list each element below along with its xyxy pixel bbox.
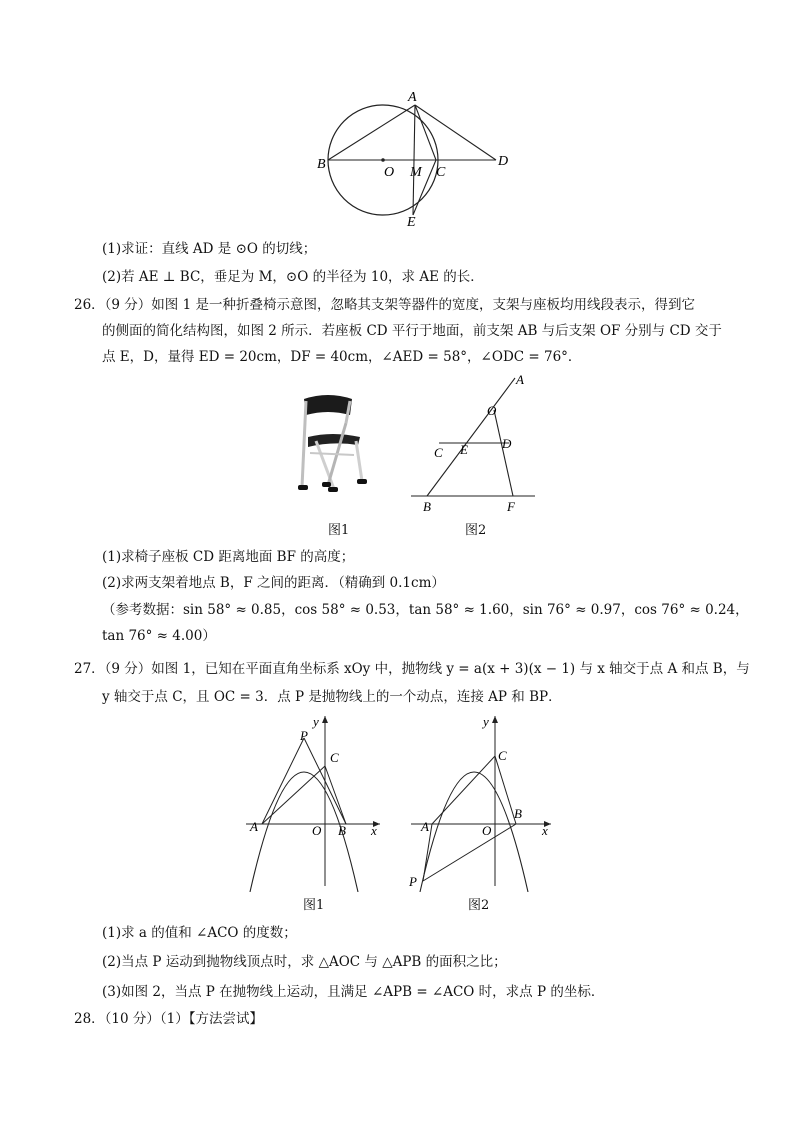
line-bp2 xyxy=(423,824,516,881)
line-ba xyxy=(328,105,415,160)
label-b2: B xyxy=(514,806,522,821)
q27-stem-line1: 27．（9 分）如图 1，已知在平面直角坐标系 xOy 中，抛物线 y = a(x + 3)(x − 1) 与 x 轴交于点 A 和点 B，与 xyxy=(74,661,750,677)
label-e: E xyxy=(407,215,416,228)
label-d2: D xyxy=(502,436,512,451)
label-a: A xyxy=(250,819,258,834)
q26-stem-line3: 点 E，D，量得 ED = 20cm，DF = 40cm，∠AED = 58°，∠ODC = 76°． xyxy=(102,349,582,365)
label-o: O xyxy=(384,165,395,180)
label-d: D xyxy=(498,154,509,169)
q26-fig2-caption: 图2 xyxy=(465,523,487,538)
label-b: B xyxy=(338,823,346,838)
q25-part1: (1)求证：直线 AD 是 ⊙O 的切线； xyxy=(102,241,317,257)
q26-reference-data-2: tan 76° ≈ 4.00） xyxy=(102,628,216,644)
label-o2: O xyxy=(482,823,492,838)
q27-part1: (1)求 a 的值和 ∠ACO 的度数； xyxy=(102,925,297,941)
q27-parabola-figure-2 xyxy=(405,712,555,892)
label-c2: C xyxy=(434,445,443,460)
label-p2: P xyxy=(409,874,417,889)
label-a2: A xyxy=(421,819,429,834)
label-e2: E xyxy=(460,442,468,457)
label-b2: B xyxy=(423,499,431,514)
q27-stem-line2: y 轴交于点 C，且 OC = 3．点 P 是抛物线上的一个动点，连接 AP 和 BP． xyxy=(102,689,562,705)
q25-part2: (2)若 AE ⊥ BC，垂足为 M，⊙O 的半径为 10，求 AE 的长． xyxy=(102,269,484,285)
label-x: x xyxy=(371,823,377,838)
q27-part2: (2)当点 P 运动到抛物线顶点时，求 △AOC 与 △APB 的面积之比； xyxy=(102,954,507,970)
q26-part1: (1)求椅子座板 CD 距离地面 BF 的高度； xyxy=(102,549,355,565)
q26-part2: (2)求两支架着地点 B，F 之间的距离．（精确到 0.1cm） xyxy=(102,575,445,591)
q25-circle-figure xyxy=(300,88,540,228)
line-ac xyxy=(415,105,436,160)
label-p: P xyxy=(300,728,308,743)
label-c: C xyxy=(436,165,446,180)
q26-stem-line2: 的侧面的简化结构图，如图 2 所示．若座板 CD 平行于地面，前支架 AB 与后支架 OF 分别与 CD 交于 xyxy=(102,323,722,339)
q27-parabola-figure-1 xyxy=(240,712,390,892)
label-a: A xyxy=(408,90,417,105)
center-dot xyxy=(381,158,385,162)
parabola-curve-2 xyxy=(420,772,528,892)
label-x2: x xyxy=(542,823,548,838)
label-b: B xyxy=(317,157,326,172)
line-ac2 xyxy=(432,756,495,824)
label-y2: y xyxy=(483,714,489,729)
line-ad xyxy=(415,105,496,160)
q28-stem-line1: 28．（10 分）（1）【方法尝试】 xyxy=(74,1011,263,1027)
line-ac xyxy=(262,766,325,824)
label-a2: A xyxy=(516,372,524,387)
label-c2: C xyxy=(498,748,507,763)
q26-chair-structure-figure xyxy=(405,370,545,515)
q27-fig1-caption: 图1 xyxy=(303,898,325,913)
folding-chair-photo xyxy=(290,393,370,498)
label-o: O xyxy=(312,823,322,838)
line-ao xyxy=(383,105,415,160)
label-m: M xyxy=(410,165,422,180)
q27-fig2-caption: 图2 xyxy=(468,898,490,913)
q26-reference-data-1: （参考数据：sin 58° ≈ 0.85，cos 58° ≈ 0.53，tan 58° ≈ 1.60，sin 76° ≈ 0.97，cos 76° ≈ 0.24， xyxy=(102,602,749,618)
q26-stem-line1: 26．（9 分）如图 1 是一种折叠椅示意图，忽略其支架等器件的宽度，支架与座板均用线段表示，得到它 xyxy=(74,297,695,313)
back-support-of xyxy=(494,410,513,496)
q26-fig1-caption: 图1 xyxy=(328,523,350,538)
q27-part3: (3)如图 2，当点 P 在抛物线上运动，且满足 ∠APB = ∠ACO 时，求点 P 的坐标． xyxy=(102,984,605,1000)
label-c: C xyxy=(330,750,339,765)
label-o2: O xyxy=(487,403,497,418)
label-f2: F xyxy=(507,499,515,514)
line-ap xyxy=(262,738,304,824)
label-y: y xyxy=(313,714,319,729)
